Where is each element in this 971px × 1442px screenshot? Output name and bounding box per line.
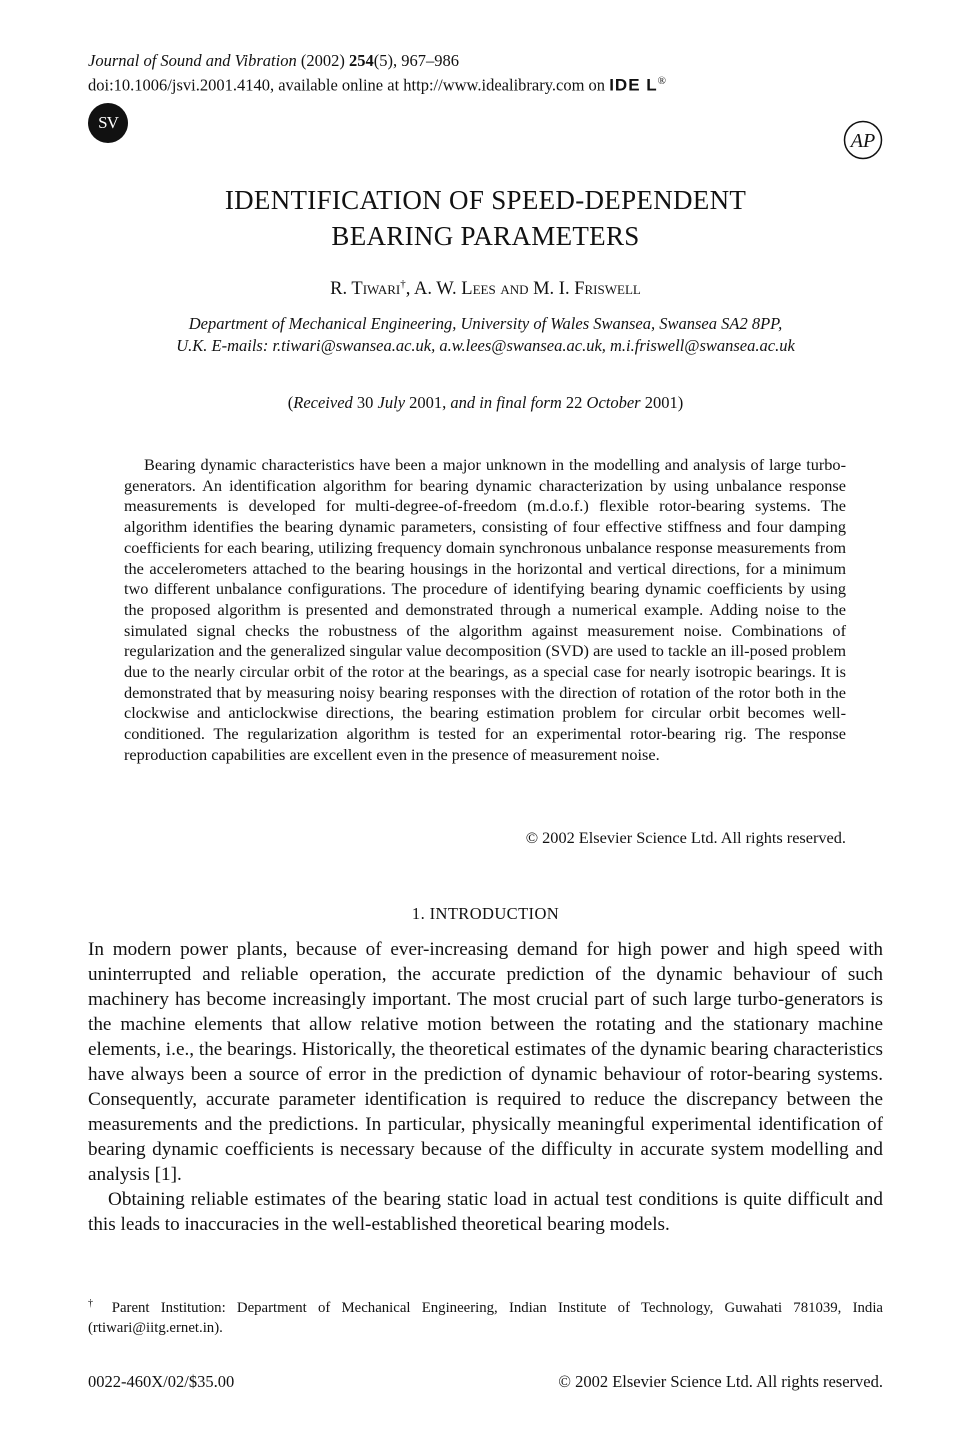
final-day: 22 [561, 393, 587, 412]
body-text [88, 937, 883, 1237]
received-day: 30 [352, 393, 378, 412]
received-label: Received [293, 393, 353, 412]
footnote-dagger: † [88, 1298, 101, 1309]
title-line-1: IDENTIFICATION OF SPEED-DEPENDENT [224, 185, 747, 215]
title-line-2: BEARING PARAMETERS [331, 221, 640, 251]
footer-issn-price: 0022-460X/02/$35.00 [88, 1372, 235, 1391]
journal-name: Journal of Sound and Vibration [88, 51, 297, 70]
author-first: R. Tiwari [330, 279, 401, 300]
doi-line [88, 71, 666, 96]
final-month: October [586, 393, 641, 412]
sv-logo [88, 103, 128, 143]
journal-citation [88, 50, 666, 71]
footnote [88, 1294, 883, 1338]
authors-rest: , A. W. Lees and M. I. Friswell [405, 279, 641, 300]
registered-mark: ® [657, 75, 666, 87]
affiliation [0, 313, 971, 357]
final-year: 2001) [640, 393, 684, 412]
journal-issue-pages: (5), 967–986 [373, 51, 459, 70]
paragraph-2: Obtaining reliable estimates of the bearing static load in actual test conditions is quite difficult and this leads to inaccuracies in the well-established theoretical bearing models. [88, 1189, 883, 1235]
footnote-text: Parent Institution: Department of Mechanical Engineering, Indian Institute of Technology, Guwahati 781039, India (rtiwari@iitg.ernet.in). [88, 1299, 883, 1336]
abstract-copyright: © 2002 Elsevier Science Ltd. All rights reserved. [525, 828, 846, 847]
ap-logo-text: AP [850, 130, 876, 152]
author-dagger: † [400, 278, 406, 290]
final-form-label: and in final form [450, 393, 562, 412]
authors [0, 278, 971, 300]
journal-year: (2002) [300, 51, 345, 70]
footer-copyright: © 2002 Elsevier Science Ltd. All rights reserved. [558, 1372, 883, 1391]
received-paren: ( [287, 393, 294, 412]
journal-header [88, 50, 666, 96]
paragraph-1: In modern power plants, because of ever-increasing demand for high power and high speed with uninterrupted and reliable operation, the accurate prediction of the dynamic behaviour of such machinery has become increasingly important. The most crucial part of such large turbo-generators is the machine elements that allow relative motion between the rotating and the stationary machine elements, i.e., the bearings. Historically, the theoretical estimates of the dynamic bearing characteristics have always been a source of error in the prediction of dynamic behaviour of rotor-bearing systems. Consequently, accurate parameter identification is required to reduce the discrepancy between the measurements and the predictions. In particular, physically meaningful experimental identification of bearing dynamic coefficients is necessary because of the difficulty in accurate system modelling and analysis [1]. [88, 939, 883, 1185]
ideal-logo: IDE L [609, 75, 658, 95]
received-year: 2001, [405, 393, 451, 412]
paper-title [0, 182, 971, 254]
doi-text: doi:10.1006/jsvi.2001.4140, available online at http://www.idealibrary.com on [88, 75, 606, 95]
received-dates [0, 393, 971, 413]
received-month: July [377, 393, 406, 412]
ap-logo [843, 120, 883, 160]
affiliation-line-1: Department of Mechanical Engineering, University of Wales Swansea, Swansea SA2 8PP, [188, 314, 783, 333]
sv-logo-text: SV [98, 113, 118, 132]
section-heading: 1. INTRODUCTION [411, 904, 560, 923]
journal-volume: 254 [348, 51, 374, 70]
abstract-text: Bearing dynamic characteristics have been a major unknown in the modelling and analysis of large turbo-generators. An identification algorithm for bearing dynamic characterization by using unbalance response measurements is developed for multi-degree-of-freedom (m.d.o.f.) flexible rotor-bearing systems. The algorithm identifies the bearing dynamic parameters, consisting of four effective stiffness and four damping coefficients for each bearing, utilizing frequency domain synchronous unbalance response measurements from the accelerometers attached to the bearing housings in the horizontal and vertical directions, for a minimum two different unbalance configurations. The procedure of identifying bearing dynamic coefficients by using the proposed algorithm is presented and demonstrated through a numerical example. Adding noise to the simulated signal checks the robustness of the algorithm against measurement noise. Combinations of regularization and the generalized singular value decomposition (SVD) are used to tackle an ill-posed problem due to the nearly circular orbit of the rotor at the bearings, as a special case for nearly isotropic bearings. It is demonstrated that by measuring noisy bearing responses with the direction of rotation of the rotor both in the clockwise and anticlockwise directions, the bearing estimation problem for circular orbit becomes well-conditioned. The regularization algorithm is tested for an experimental rotor-bearing rig. The response reproduction capabilities are excellent even in the presence of measurement noise. [124, 455, 846, 764]
affiliation-line-2: U.K. E-mails: r.tiwari@swansea.ac.uk, a.w.lees@swansea.ac.uk, m.i.friswell@swansea.ac.uk [176, 336, 795, 355]
